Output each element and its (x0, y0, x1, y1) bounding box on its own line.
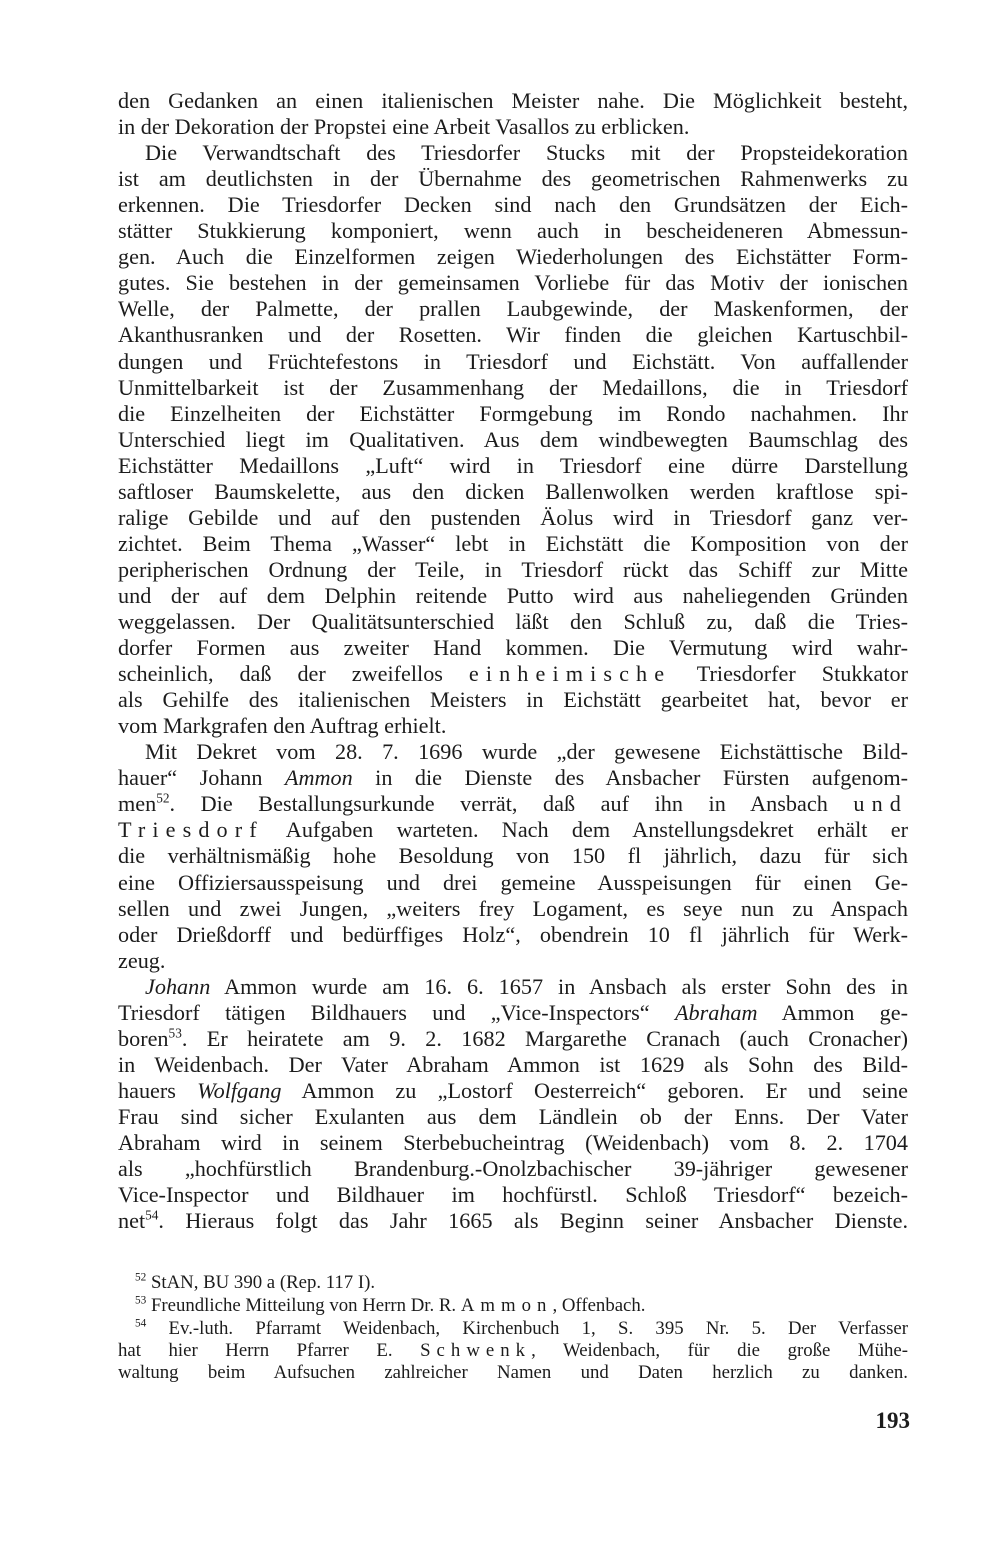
spaced-text: Triesdorf (118, 817, 264, 843)
text-run: men (118, 791, 157, 817)
footnote-number: 53 (135, 1294, 147, 1307)
italic-name: Ammon (284, 765, 353, 791)
text-line: stätter Stukkierung komponiert, wenn auch in bescheideneren Abmessun- (118, 218, 908, 244)
text-line: erkennen. Die Triesdorfer Decken sind nach den Grundsätzen der Eich- (118, 192, 908, 218)
text-line: ist am deutlichsten in der Übernahme des geometrischen Rahmenwerks zu (118, 166, 908, 192)
text-line: peripherischen Ordnung der Teile, in Triesdorf rückt das Schiff zur Mitte (118, 556, 908, 582)
text-run: net (118, 1208, 146, 1234)
text-line: Abraham wird in seinem Sterbebucheintrag (Weidenbach) vom 8. 2. 1704 (118, 1130, 908, 1155)
text-run: hauers (118, 1077, 198, 1103)
text-line (145, 973, 908, 1000)
footnote-ref: 52 (156, 790, 170, 806)
text-line: Unmittelbarkeit ist der Zusammenhang der Medaillons, die in Triesdorf (118, 374, 908, 400)
text-line: zeug. (118, 947, 166, 973)
italic-name: Wolfgang (197, 1077, 282, 1103)
text-line (118, 790, 908, 817)
text-line: sellen und zwei Jungen, „weiters frey Logament, es seye nun zu Anspach (118, 895, 908, 921)
spaced-text: einheimische (468, 661, 672, 687)
text-run: , Offenbach. (552, 1295, 646, 1316)
spaced-text: Schwenk (420, 1340, 532, 1361)
text-line: eine Offiziersausspeisung und drei gemeine Ausspeisungen für einen Ge- (118, 869, 908, 895)
text-line: in Weidenbach. Der Vater Abraham Ammon ist 1629 als Sohn des Bild- (118, 1051, 908, 1077)
footnote-line (118, 1340, 908, 1361)
text-line (118, 1207, 908, 1234)
text-line: Akanthusranken und der Rosetten. Wir finden die gleichen Kartuschbil- (118, 322, 908, 348)
text-line: gen. Auch die Einzelformen zeigen Wiederholungen des Eichstätter Form- (118, 244, 908, 270)
text-line: dungen und Früchtefestons in Triesdorf und Eichstätt. Von auffallender (118, 348, 908, 374)
text-line (118, 660, 908, 687)
footnote-line (135, 1318, 908, 1339)
text-line: als „hochfürstlich Brandenburg.-Onolzbachischer 39-jähriger gewesener (118, 1156, 908, 1182)
text-run: waltung beim Aufsuchen zahlreicher Namen und Daten herzlich zu danken. (118, 1362, 908, 1383)
text-run: Aufgaben warteten. Nach dem Anstellungsdekret erhält er (263, 817, 908, 843)
text-run: Ammon wurde am 16. 6. 1657 in Ansbach als erster Sohn des in (210, 973, 908, 999)
text-run: StAN, BU 390 a (Rep. 117 I). (146, 1272, 376, 1293)
text-run: boren (118, 1025, 169, 1051)
text-run: in die Dienste des Ansbacher Fürsten aufgenom- (352, 765, 909, 791)
italic-name: Johann (145, 973, 211, 999)
text-run: hat hier Herrn Pfarrer E. (118, 1340, 421, 1361)
text-run: . Hieraus folgt das Jahr 1665 als Beginn seiner Ansbacher Dienste. (158, 1208, 908, 1234)
spaced-text: und (853, 791, 908, 817)
text-line: Eichstätter Medaillons „Luft“ wird in Triesdorf eine dürre Darstellung (118, 452, 908, 478)
text-line: zichtet. Beim Thema „Wasser“ lebt in Eichstätt die Komposition von der (118, 530, 908, 556)
footnote-line (118, 1362, 908, 1383)
spaced-text: Ammon (460, 1295, 553, 1316)
text-line: Mit Dekret vom 28. 7. 1696 wurde „der gewesene Eichstättische Bild- (145, 739, 908, 765)
text-line: den Gedanken an einen italienischen Meister nahe. Die Möglichkeit besteht, (118, 88, 908, 113)
text-line: in der Dekoration der Propstei eine Arbeit Vasallos zu erblicken. (118, 114, 690, 140)
text-line: Vice-Inspector und Bildhauer im hochfürstl. Schloß Triesdorf“ bezeich- (118, 1182, 908, 1208)
text-run: Ev.-luth. Pfarramt Weidenbach, Kirchenbuch 1, S. 395 Nr. 5. Der Verfasser (146, 1318, 908, 1339)
text-line: Unterschied liegt im Qualitativen. Aus dem windbewegten Baumschlag des (118, 426, 908, 452)
text-run: . Die Bestallungsurkunde verrät, daß auf ihn in Ansbach (169, 791, 854, 817)
text-line (118, 999, 908, 1026)
text-line: Welle, der Palmette, der prallen Laubgewinde, der Maskenformen, der (118, 296, 908, 322)
text-line: saftloser Baumskelette, aus den dicken Ballenwolken werden kraftlose spi- (118, 478, 908, 504)
text-line: dorfer Formen aus zweiter Hand kommen. Die Vermutung wird wahr- (118, 635, 908, 661)
text-run: Ammon ge- (757, 999, 908, 1025)
text-line: die Einzelheiten der Eichstätter Formgebung im Rondo nachahmen. Ihr (118, 400, 908, 426)
text-run: scheinlich, daß der zweifellos (118, 661, 469, 687)
text-line: vom Markgrafen den Auftrag erhielt. (118, 713, 447, 739)
footnote-ref: 54 (145, 1207, 159, 1223)
footnote-ref: 53 (168, 1025, 182, 1041)
text-line: Frau sind sicher Exulanten aus dem Ländlein ob der Enns. Der Vater (118, 1103, 908, 1129)
text-line: ralige Gebilde und auf den pustenden Äolus wird in Triesdorf ganz ver- (118, 504, 908, 530)
text-line: Die Verwandtschaft des Triesdorfer Stucks mit der Propsteidekoration (145, 140, 908, 166)
footnote-number: 52 (135, 1271, 147, 1284)
footnote-number: 54 (135, 1317, 147, 1330)
text-run: Freundliche Mitteilung von Herrn Dr. R. (146, 1295, 461, 1316)
text-line: als Gehilfe des italienischen Meisters in Eichstätt gearbeitet hat, bevor er (118, 687, 908, 713)
text-line (118, 1025, 908, 1052)
footnote-line (135, 1295, 908, 1316)
text-line: die verhältnismäßig hohe Besoldung von 150 fl jährlich, dazu für sich (118, 843, 908, 869)
text-line: gutes. Sie bestehen in der gemeinsamen Vorliebe für das Motiv der ionischen (118, 270, 908, 296)
text-line: oder Drießdorff und bedürffiges Holz“, obendrein 10 fl jährlich für Werk- (118, 921, 908, 947)
text-run: Triesdorf tätigen Bildhauers und „Vice-Inspectors“ (118, 999, 675, 1025)
text-line: weggelassen. Der Qualitätsunterschied läßt den Schluß zu, daß die Tries- (118, 609, 908, 634)
text-line (118, 1077, 908, 1104)
text-run: Triesdorfer Stukkator (671, 661, 909, 687)
text-run: Ammon zu „Lostorf Oesterreich“ geboren. Er und seine (281, 1077, 908, 1103)
page-number: 193 (875, 1408, 910, 1433)
text-run: , Weidenbach, für die große Mühe- (531, 1340, 908, 1361)
text-run: hauer“ Johann (118, 765, 285, 791)
footnote-line (135, 1272, 908, 1293)
text-line (118, 764, 908, 791)
text-run: . Er heiratete am 9. 2. 1682 Margarethe Cranach (auch Cronacher) (181, 1025, 908, 1051)
text-line (118, 816, 908, 843)
text-line: und der auf dem Delphin reitende Putto wird aus naheliegenden Gründen (118, 582, 908, 608)
italic-name: Abraham (674, 999, 758, 1025)
